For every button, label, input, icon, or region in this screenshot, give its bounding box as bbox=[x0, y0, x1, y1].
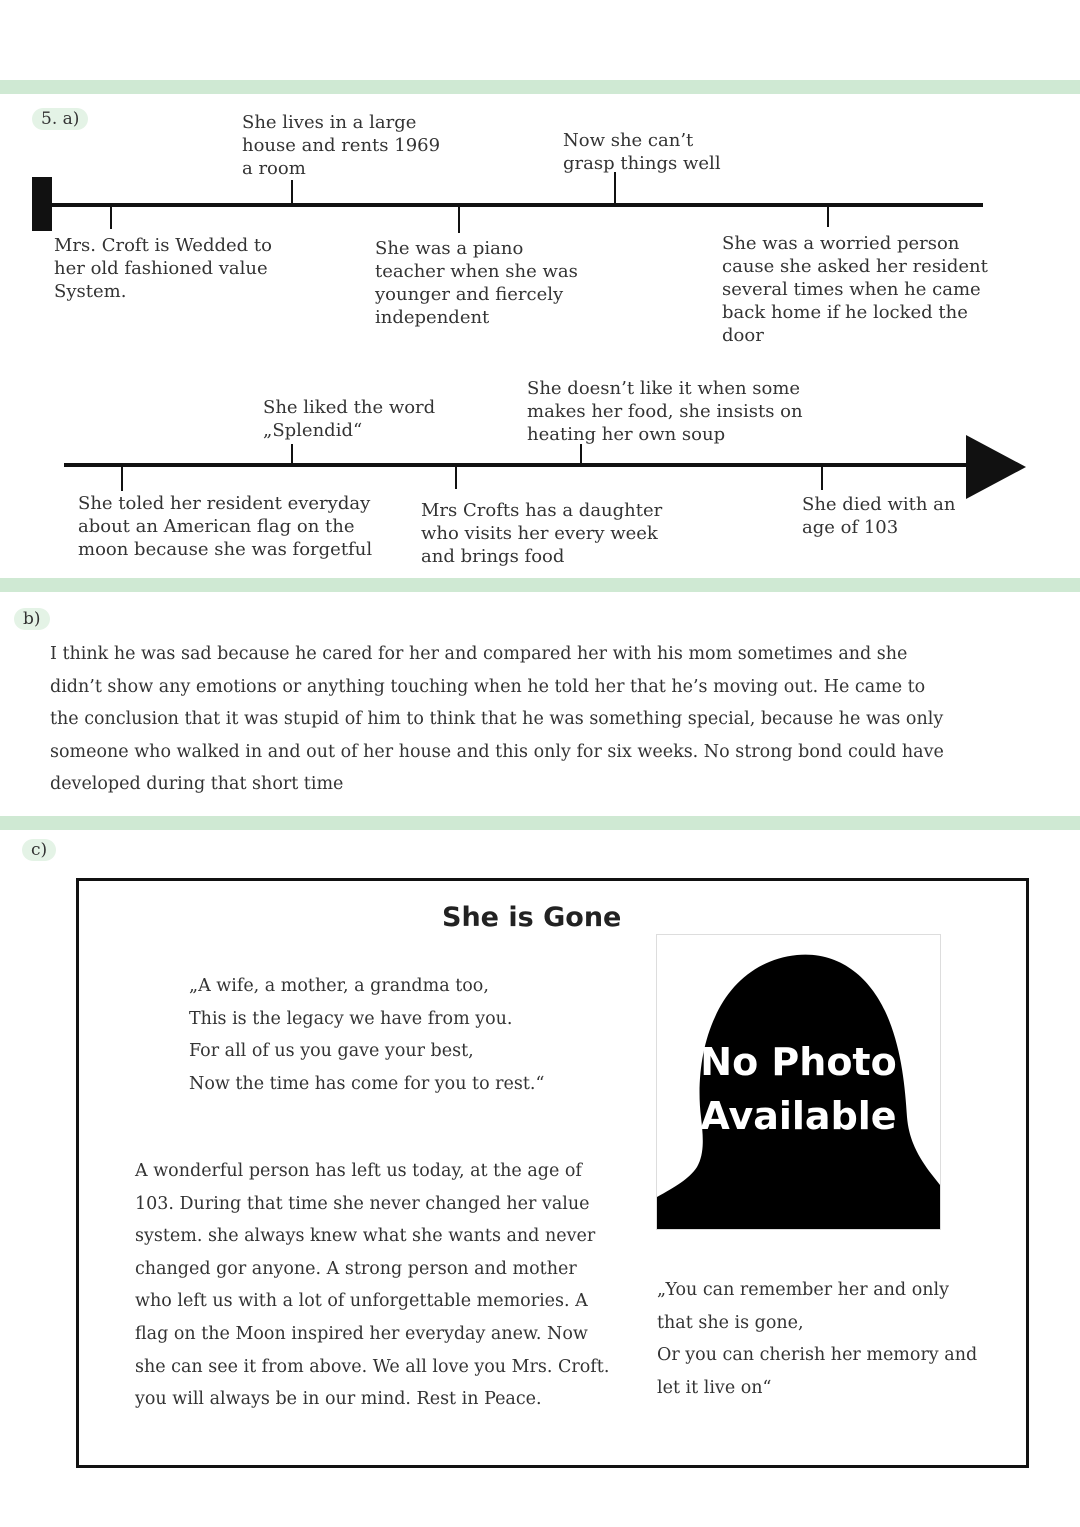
timeline-event: Now she can’t grasp things well bbox=[563, 130, 721, 174]
arrow-head-icon bbox=[964, 434, 1028, 500]
timeline-tick bbox=[110, 205, 112, 229]
quote-line: „You can remember her and only bbox=[657, 1280, 949, 1300]
paragraph-line: the conclusion that it was stupid of him to think that he was something special, because he was only bbox=[50, 709, 944, 729]
timeline-event: She died with an age of 103 bbox=[802, 494, 956, 538]
obituary-text bbox=[135, 1155, 609, 1416]
timeline-tick bbox=[821, 465, 823, 490]
timeline-tick bbox=[455, 465, 457, 489]
timeline-event: She doesn’t like it when some makes her food, she insists on heating her own soup bbox=[527, 378, 803, 445]
poem-line: For all of us you gave your best, bbox=[189, 1041, 474, 1062]
timeline-event: She was a worried person cause she asked her resident several times when he came back home if he locked the door bbox=[722, 233, 988, 346]
obituary-line: you will always be in our mind. Rest in Peace. bbox=[135, 1389, 542, 1410]
section-b-label: b) bbox=[14, 608, 50, 630]
memorial-quote bbox=[657, 1274, 977, 1404]
timeline-event: She was a piano teacher when she was younger and fiercely independent bbox=[375, 238, 578, 328]
paragraph-line: someone who walked in and out of her house and this only for six weeks. No strong bond could have bbox=[50, 741, 944, 762]
poem-line: „A wife, a mother, a grandma too, bbox=[189, 976, 489, 996]
section-divider-bc bbox=[0, 816, 1080, 830]
paragraph-line: I think he was sad because he cared for her and compared her with his mom sometimes and she bbox=[50, 644, 908, 664]
upper-timeline-axis bbox=[40, 203, 983, 207]
section-a-label: 5. a) bbox=[32, 108, 88, 130]
quote-line: Or you can cherish her memory and bbox=[657, 1345, 978, 1366]
obituary-line: 103. During that time she never changed her value bbox=[135, 1193, 590, 1214]
section-c-label: c) bbox=[22, 839, 56, 861]
section-divider-top bbox=[0, 80, 1080, 94]
obituary-title: She is Gone bbox=[442, 902, 622, 933]
section-divider-ab bbox=[0, 578, 1080, 592]
timeline-tick bbox=[121, 465, 123, 491]
timeline-tick bbox=[827, 205, 829, 227]
paragraph-line: developed during that short time bbox=[50, 774, 344, 794]
section-b-answer bbox=[50, 638, 1010, 801]
paragraph-line: didn’t show any emotions or anything touching when he told her that he’s moving out. He came to bbox=[50, 676, 926, 697]
obituary-line: A wonderful person has left us today, at the age of bbox=[135, 1161, 582, 1181]
obituary-line: who left us with a lot of unforgettable memories. A bbox=[135, 1291, 588, 1312]
timeline-event: Mrs. Croft is Wedded to her old fashioned value System. bbox=[54, 235, 272, 302]
lower-timeline-axis bbox=[64, 463, 974, 467]
quote-line: that she is gone, bbox=[657, 1312, 804, 1333]
timeline-event: She toled her resident everyday about an American flag on the moon because she was forgetful bbox=[78, 493, 373, 560]
timeline-tick bbox=[291, 444, 293, 465]
timeline-tick bbox=[291, 180, 293, 205]
obituary-line: system. she always knew what she wants and never bbox=[135, 1226, 596, 1247]
timeline-event: She liked the word „Splendid“ bbox=[263, 397, 436, 441]
timeline-event: Mrs Crofts has a daughter who visits her every week and brings food bbox=[421, 500, 663, 567]
obituary-line: changed gor anyone. A strong person and mother bbox=[135, 1258, 577, 1279]
obituary-line: flag on the Moon inspired her everyday anew. Now bbox=[135, 1323, 588, 1344]
poem-line: This is the legacy we have from you. bbox=[189, 1008, 513, 1029]
timeline-tick bbox=[458, 205, 460, 233]
no-photo-label: No Photo Available bbox=[700, 1040, 897, 1138]
obituary-poem bbox=[189, 970, 544, 1100]
poem-line: Now the time has come for you to rest.“ bbox=[189, 1073, 545, 1094]
quote-line: let it live on“ bbox=[657, 1377, 772, 1398]
timeline-event: She lives in a large house and rents 1969 a room bbox=[242, 112, 441, 179]
obituary-line: she can see it from above. We all love you Mrs. Croft. bbox=[135, 1356, 610, 1377]
timeline-tick bbox=[614, 172, 616, 205]
timeline-tick bbox=[580, 444, 582, 465]
no-photo-placeholder bbox=[656, 934, 941, 1230]
